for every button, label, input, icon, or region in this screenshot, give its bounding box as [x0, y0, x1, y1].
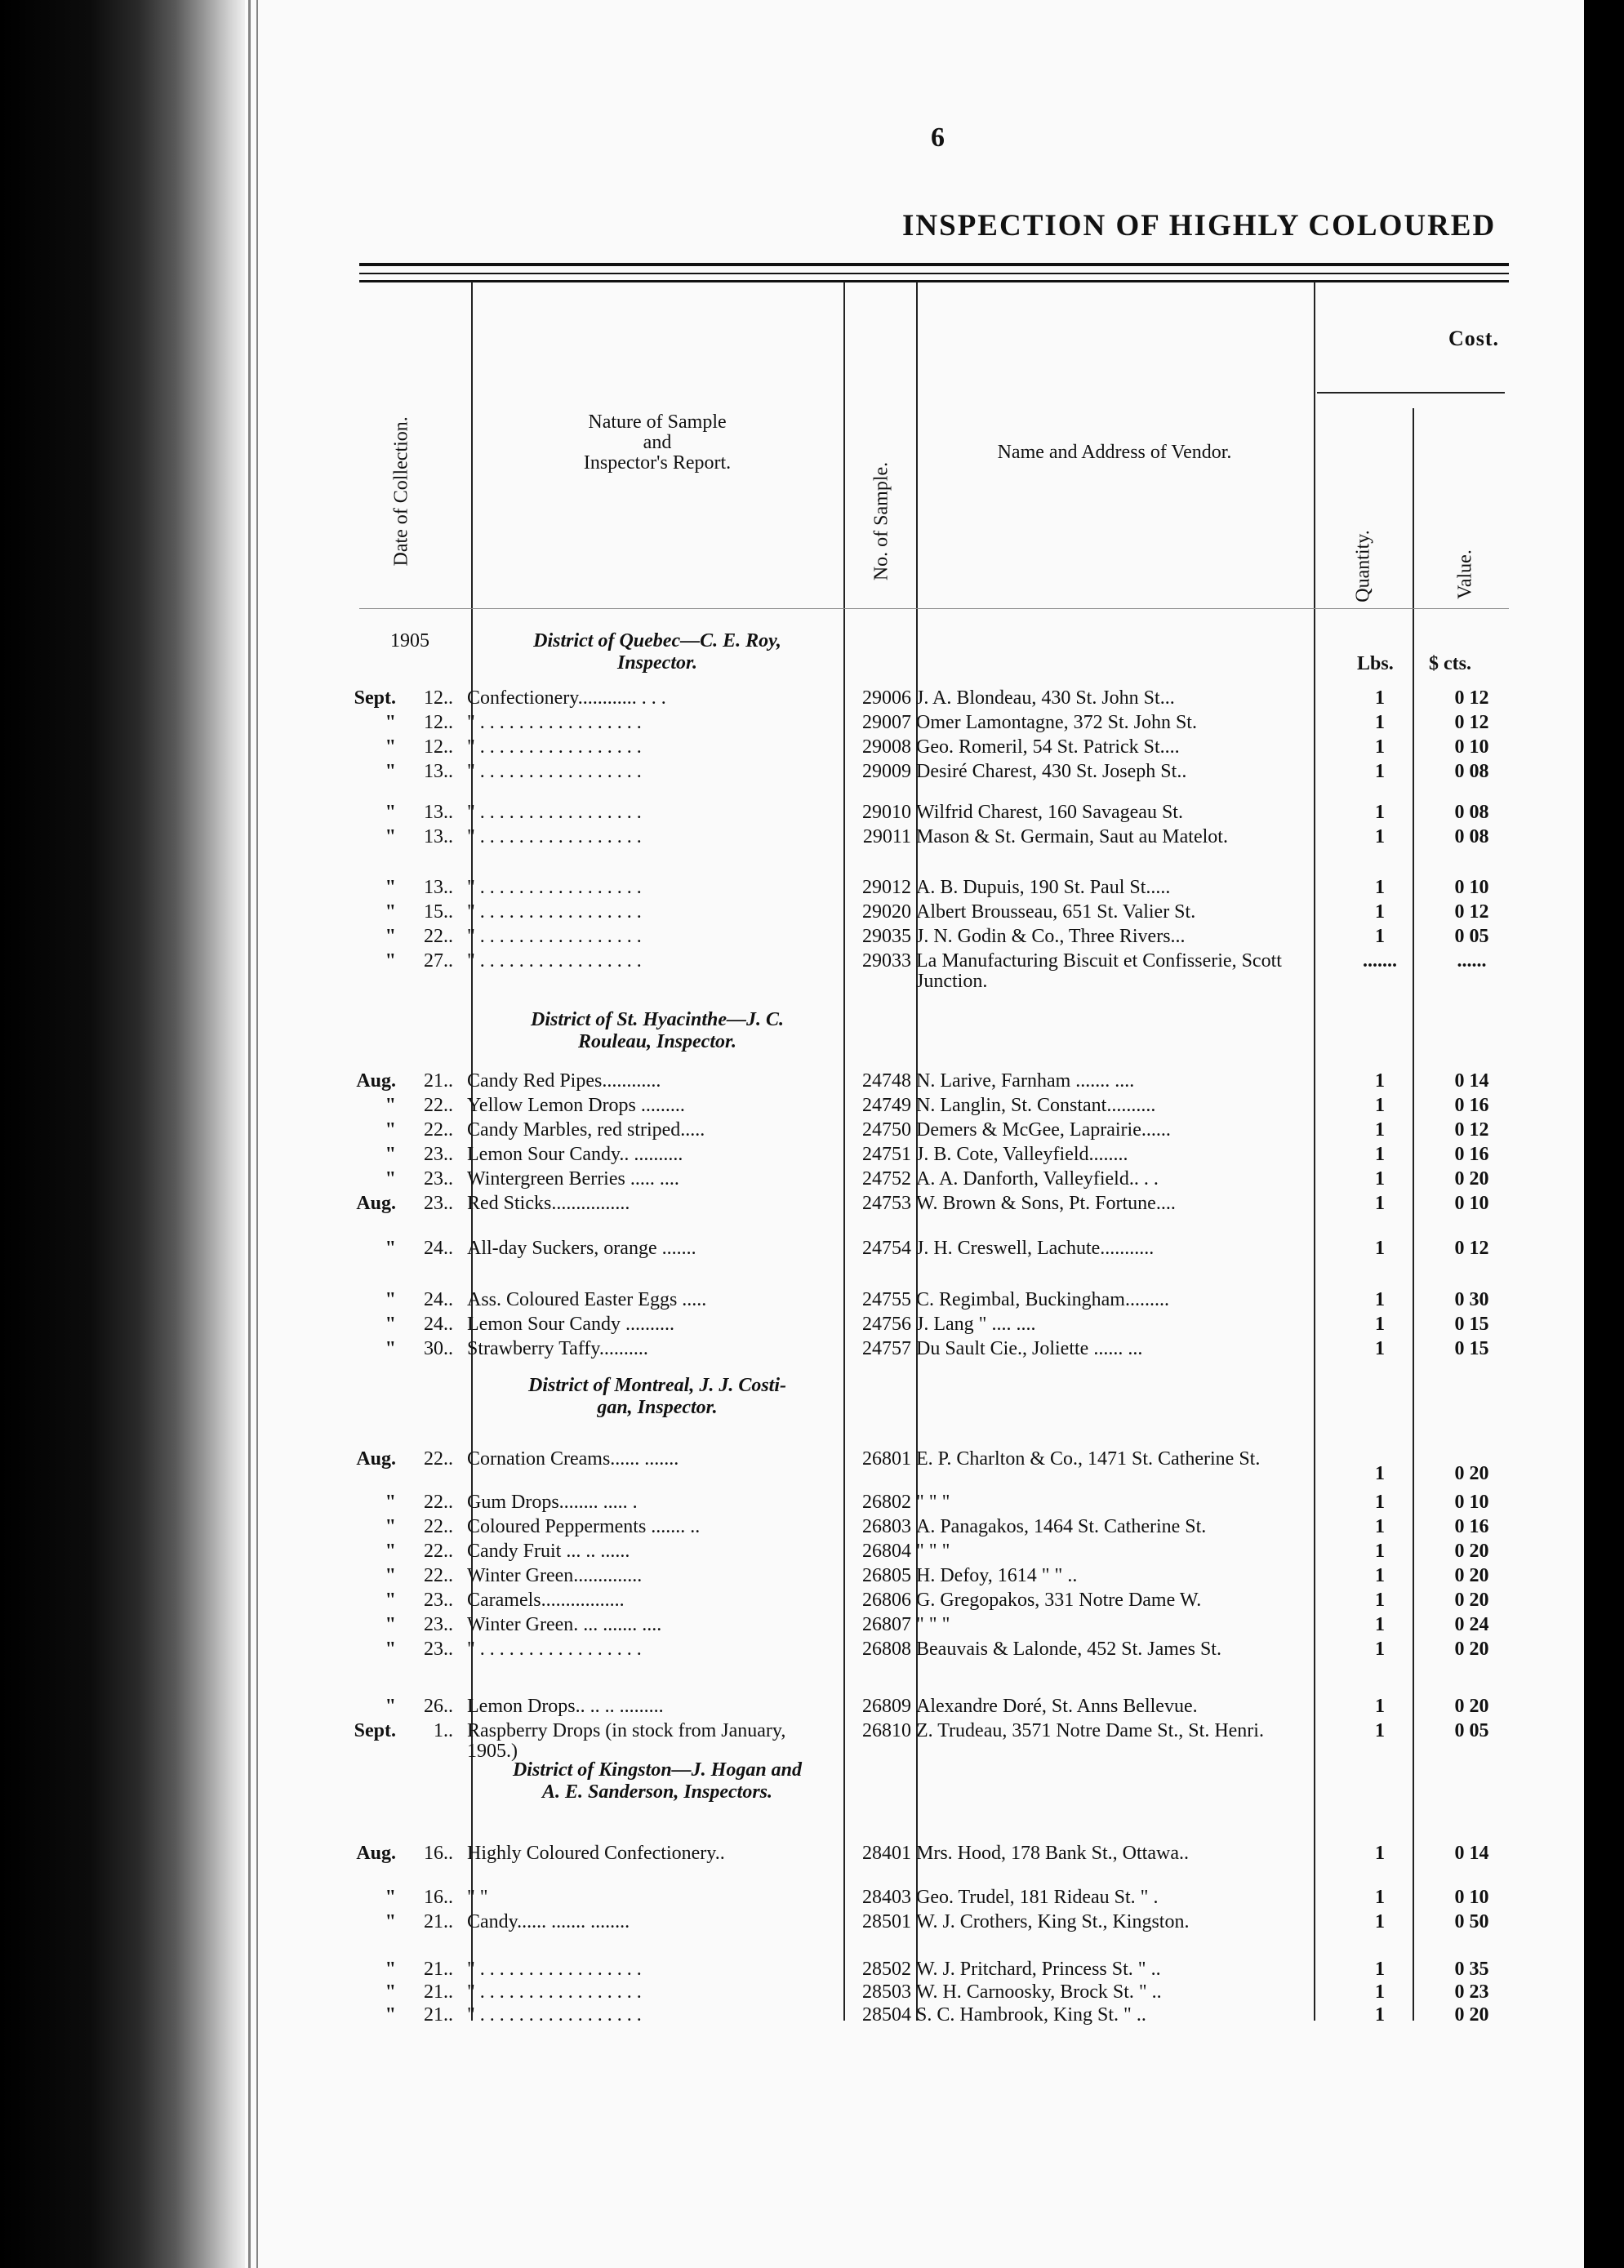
sample-nature: " . . . . . . . . . . . . . . . . .: [467, 1959, 642, 1980]
quantity-value: 1: [1375, 1565, 1385, 1586]
sample-nature: Caramels.................: [467, 1590, 625, 1611]
collection-month: ": [385, 1590, 396, 1611]
collection-month: ": [385, 950, 396, 972]
collection-day: 23..: [424, 1614, 453, 1635]
sample-nature: Raspberry Drops (in stock from January, 1905.): [467, 1721, 786, 1762]
sample-number: 29012: [862, 877, 911, 898]
district-heading: [478, 1009, 837, 1053]
vendor-name-address: " " ": [916, 1541, 950, 1562]
sample-number: 26808: [862, 1639, 911, 1660]
quantity-value: 1: [1375, 1338, 1385, 1359]
collection-month: ": [385, 802, 396, 823]
quantity-value: 1: [1375, 802, 1385, 823]
collection-month: Aug.: [356, 1070, 396, 1092]
cost-value: 0 20: [1454, 1565, 1489, 1586]
header-cost: Cost.: [1448, 327, 1500, 350]
sample-number: 24751: [862, 1144, 911, 1165]
sample-number: 26804: [862, 1541, 911, 1562]
sample-nature: Wintergreen Berries ..... ....: [467, 1169, 679, 1190]
page-title: INSPECTION OF HIGHLY COLOURED: [902, 209, 1497, 242]
quantity-value: 1: [1375, 1193, 1385, 1214]
vendor-name-address: W. H. Carnoosky, Brock St. " ..: [916, 1981, 1162, 2003]
sample-nature: " ": [467, 1888, 488, 1908]
vendor-name-address: Du Sault Cie., Joliette ...... ...: [916, 1338, 1143, 1359]
vendor-name-address: A. B. Dupuis, 190 St. Paul St.....: [916, 877, 1171, 898]
sample-nature: " . . . . . . . . . . . . . . . . .: [467, 902, 642, 923]
quantity-value: 1: [1375, 1492, 1385, 1513]
sample-number: 29006: [862, 687, 911, 709]
page-number: 6: [931, 122, 945, 153]
cost-value: 0 10: [1454, 736, 1489, 758]
sample-nature: Winter Green. ... ....... ....: [467, 1615, 662, 1635]
collection-day: 23..: [424, 1193, 453, 1214]
sample-nature: Winter Green..............: [467, 1566, 643, 1586]
collection-month: ": [385, 1238, 396, 1259]
vendor-name-address: W. J. Crothers, King St., Kingston.: [916, 1911, 1190, 1932]
collection-day: 12..: [424, 687, 453, 709]
sample-nature: Coloured Pepperments ....... ..: [467, 1517, 701, 1537]
cost-value: 0 16: [1454, 1516, 1489, 1537]
quantity-value: 1: [1375, 736, 1385, 758]
cost-value: 0 16: [1454, 1095, 1489, 1116]
quantity-value: 1: [1375, 1696, 1385, 1717]
collection-month: Sept.: [354, 1720, 396, 1741]
sample-nature: Highly Coloured Confectionery..: [467, 1843, 725, 1864]
collection-month: ": [385, 1541, 396, 1562]
vendor-name-address: Wilfrid Charest, 160 Savageau St.: [916, 802, 1183, 823]
district-line: Rouleau, Inspector.: [577, 1031, 737, 1052]
quantity-value: 1: [1375, 2004, 1385, 2026]
cost-value: 0 15: [1454, 1314, 1489, 1335]
collection-month: ": [385, 1289, 396, 1310]
collection-day: 22..: [424, 1095, 453, 1116]
collection-day: 22..: [424, 1565, 453, 1586]
collection-month: ": [385, 712, 396, 733]
quantity-value: 1: [1375, 1843, 1385, 1864]
header-sample-number: No. of Sample.: [870, 461, 892, 581]
collection-day: 13..: [424, 802, 453, 823]
sample-nature: " . . . . . . . . . . . . . . . . .: [467, 951, 642, 972]
collection-month: ": [385, 761, 396, 782]
cost-value: ......: [1457, 950, 1487, 972]
sample-nature: Confectionery............ . . .: [467, 688, 666, 709]
collection-month: ": [385, 1314, 396, 1335]
collection-day: 22..: [424, 1448, 453, 1470]
sample-number: 28403: [862, 1887, 911, 1908]
sample-nature: Candy Fruit ... .. ......: [467, 1541, 630, 1562]
cost-value: 0 08: [1454, 826, 1489, 847]
sample-nature: " . . . . . . . . . . . . . . . . .: [467, 1982, 642, 2003]
header-value: Value.: [1454, 549, 1476, 599]
sample-number: 26803: [862, 1516, 911, 1537]
quantity-value: 1: [1375, 1959, 1385, 1980]
collection-month: ": [385, 1516, 396, 1537]
collection-day: 1..: [434, 1720, 453, 1741]
quantity-value: 1: [1375, 877, 1385, 898]
cost-value: 0 15: [1454, 1338, 1489, 1359]
sample-number: 29020: [862, 901, 911, 923]
sample-number: 29008: [862, 736, 911, 758]
sample-nature: Lemon Sour Candy.. ..........: [467, 1145, 683, 1165]
unit-quantity: Lbs.: [1357, 653, 1394, 674]
cost-value: 0 10: [1454, 1492, 1489, 1513]
sample-number: 26809: [862, 1696, 911, 1717]
quantity-value: 1: [1375, 1911, 1385, 1932]
header-rule: [359, 280, 1509, 282]
district-line: A. E. Sanderson, Inspectors.: [541, 1781, 773, 1803]
collection-month: ": [385, 877, 396, 898]
quantity-value: 1: [1375, 1070, 1385, 1092]
sample-number: 24757: [862, 1338, 911, 1359]
sample-nature: " . . . . . . . . . . . . . . . . .: [467, 827, 642, 847]
vendor-name-address: N. Larive, Farnham ....... ....: [916, 1070, 1135, 1092]
vendor-name-address: " " ": [916, 1492, 950, 1513]
sample-number: 28504: [862, 2004, 911, 2026]
cost-value: 0 10: [1454, 877, 1489, 898]
cost-value: 0 20: [1454, 1168, 1489, 1190]
vendor-name-address: " " ": [916, 1614, 950, 1635]
cost-value: 0 50: [1454, 1911, 1489, 1932]
district-line: District of Montreal, J. J. Costi-: [527, 1375, 787, 1396]
quantity-value: 1: [1375, 1887, 1385, 1908]
header-rule: [359, 273, 1509, 274]
vendor-name-address: La Manufacturing Biscuit et Confisserie, Scott Junction.: [916, 950, 1282, 992]
quantity-value: 1: [1375, 761, 1385, 782]
sample-number: 28503: [862, 1981, 911, 2003]
collection-day: 23..: [424, 1168, 453, 1190]
vendor-name-address: Z. Trudeau, 3571 Notre Dame St., St. Henri.: [916, 1720, 1264, 1741]
vendor-name-address: C. Regimbal, Buckingham.........: [916, 1289, 1169, 1310]
header-bottom-rule: [359, 608, 1509, 609]
cost-value: 0 05: [1454, 926, 1489, 947]
vendor-name-address: A. Panagakos, 1464 St. Catherine St.: [916, 1516, 1207, 1537]
collection-month: ": [385, 1144, 396, 1165]
collection-day: 16..: [424, 1887, 453, 1908]
column-rule: [1314, 282, 1315, 2021]
district-line: gan, Inspector.: [597, 1397, 718, 1418]
header-nature-line: Inspector's Report.: [583, 452, 732, 474]
collection-day: 13..: [424, 877, 453, 898]
sample-number: 24756: [862, 1314, 911, 1335]
quantity-value: 1: [1375, 1516, 1385, 1537]
cost-value: 0 20: [1454, 1696, 1489, 1717]
sample-nature: " . . . . . . . . . . . . . . . . .: [467, 713, 642, 733]
cost-value: 0 20: [1454, 2004, 1489, 2026]
cost-value: 0 30: [1454, 1289, 1489, 1310]
vendor-name-address: Mrs. Hood, 178 Bank St., Ottawa..: [916, 1843, 1189, 1864]
collection-day: 22..: [424, 1541, 453, 1562]
collection-day: 16..: [424, 1843, 453, 1864]
vendor-name-address: Alexandre Doré, St. Anns Bellevue.: [916, 1696, 1198, 1717]
vendor-name-address: Albert Brousseau, 651 St. Valier St.: [916, 901, 1196, 923]
collection-day: 22..: [424, 1516, 453, 1537]
collection-month: ": [385, 736, 396, 758]
sample-number: 28401: [862, 1843, 911, 1864]
unit-value: $ cts.: [1429, 653, 1471, 674]
quantity-value: 1: [1375, 1238, 1385, 1259]
collection-day: 21..: [424, 1911, 453, 1932]
vendor-name-address: Demers & McGee, Laprairie......: [916, 1119, 1171, 1141]
collection-day: 23..: [424, 1144, 453, 1165]
sample-number: 24753: [862, 1193, 911, 1214]
sample-number: 29011: [862, 826, 911, 847]
cost-value: 0 10: [1454, 1887, 1489, 1908]
sample-number: 24749: [862, 1095, 911, 1116]
collection-day: 12..: [424, 712, 453, 733]
cost-value: 0 10: [1454, 1193, 1489, 1214]
collection-day: 21..: [424, 1070, 453, 1092]
district-line: District of Kingston—J. Hogan and: [512, 1759, 803, 1781]
sample-nature: Candy Red Pipes............: [467, 1071, 661, 1092]
sample-nature: Lemon Drops.. .. .. .........: [467, 1697, 664, 1717]
cost-value: 0 20: [1454, 1639, 1489, 1660]
sample-number: 26805: [862, 1565, 911, 1586]
cost-value: 0 12: [1454, 901, 1489, 923]
quantity-value: 1: [1375, 1639, 1385, 1660]
district-line: District of St. Hyacinthe—J. C.: [530, 1009, 784, 1030]
sample-nature: Candy...... ....... ........: [467, 1912, 630, 1932]
collection-day: 26..: [424, 1696, 453, 1717]
quantity-value: 1: [1375, 1314, 1385, 1335]
collection-day: 23..: [424, 1590, 453, 1611]
collection-month: ": [385, 901, 396, 923]
sample-nature: All-day Suckers, orange .......: [467, 1239, 696, 1259]
sample-nature: Gum Drops........ ..... .: [467, 1492, 638, 1513]
collection-month: ": [385, 1887, 396, 1908]
collection-month: ": [385, 1639, 396, 1660]
sample-nature: " . . . . . . . . . . . . . . . . .: [467, 1639, 642, 1660]
vendor-name-address: J. Lang " .... ....: [916, 1314, 1036, 1335]
header-vendor: Name and Address of Vendor.: [997, 442, 1232, 463]
collection-month: ": [385, 826, 396, 847]
collection-month: ": [385, 1565, 396, 1586]
cost-value: 0 24: [1454, 1614, 1489, 1635]
sample-number: 26807: [862, 1614, 911, 1635]
quantity-value: 1: [1375, 1590, 1385, 1611]
cost-value: 0 12: [1454, 1238, 1489, 1259]
vendor-name-address: G. Gregopakos, 331 Notre Dame W.: [916, 1590, 1202, 1611]
cost-value: 0 12: [1454, 687, 1489, 709]
sample-number: 29033: [862, 950, 911, 972]
sample-number: 24752: [862, 1168, 911, 1190]
collection-day: 24..: [424, 1238, 453, 1259]
collection-month: ": [385, 926, 396, 947]
sample-nature: " . . . . . . . . . . . . . . . . .: [467, 878, 642, 898]
quantity-value: 1: [1375, 687, 1385, 709]
sample-nature: " . . . . . . . . . . . . . . . . .: [467, 2005, 642, 2026]
sample-nature: " . . . . . . . . . . . . . . . . .: [467, 927, 642, 947]
collection-month: ": [385, 1959, 396, 1980]
collection-month: ": [385, 1911, 396, 1932]
collection-month: ": [385, 2004, 396, 2026]
vendor-name-address: Omer Lamontagne, 372 St. John St.: [916, 712, 1197, 733]
collection-month: Aug.: [356, 1193, 396, 1214]
sample-number: 29009: [862, 761, 911, 782]
vendor-name-address: Mason & St. Germain, Saut au Matelot.: [916, 826, 1228, 847]
vendor-name-address: J. H. Creswell, Lachute...........: [916, 1238, 1155, 1259]
vendor-name-address: A. A. Danforth, Valleyfield.. . .: [916, 1168, 1159, 1190]
collection-month: ": [385, 1981, 396, 2003]
collection-month: ": [385, 1614, 396, 1635]
sample-nature: Lemon Sour Candy ..........: [467, 1314, 674, 1335]
collection-day: 30..: [424, 1338, 453, 1359]
cost-value: 0 20: [1454, 1463, 1489, 1484]
cost-value: 0 23: [1454, 1981, 1489, 2003]
sample-number: 26810: [862, 1720, 911, 1741]
quantity-value: 1: [1375, 1541, 1385, 1562]
quantity-value: 1: [1375, 1144, 1385, 1165]
sample-number: 24748: [862, 1070, 911, 1092]
vendor-name-address: N. Langlin, St. Constant..........: [916, 1095, 1156, 1116]
district-heading: [478, 1375, 837, 1419]
collection-day: 15..: [424, 901, 453, 923]
vendor-name-address: E. P. Charlton & Co., 1471 St. Catherine St.: [916, 1448, 1261, 1470]
collection-day: 24..: [424, 1289, 453, 1310]
sample-nature: " . . . . . . . . . . . . . . . . .: [467, 737, 642, 758]
cost-value: 0 12: [1454, 1119, 1489, 1141]
cost-value: 0 20: [1454, 1541, 1489, 1562]
collection-month: Aug.: [356, 1843, 396, 1864]
vendor-name-address: W. J. Pritchard, Princess St. " ..: [916, 1959, 1161, 1980]
cost-rule: [1317, 392, 1505, 394]
collection-month: Sept.: [354, 687, 396, 709]
collection-month: ": [385, 1492, 396, 1513]
quantity-value: 1: [1375, 926, 1385, 947]
vendor-name-address: J. N. Godin & Co., Three Rivers...: [916, 926, 1186, 947]
vendor-name-address: H. Defoy, 1614 " " ..: [916, 1565, 1078, 1586]
vendor-name-address: J. A. Blondeau, 430 St. John St...: [916, 687, 1175, 709]
header-date-of-collection: Date of Collection.: [390, 416, 412, 567]
collection-month: ": [385, 1168, 396, 1190]
sample-number: 26801: [862, 1448, 911, 1470]
quantity-value: 1: [1375, 1168, 1385, 1190]
quantity-value: .......: [1363, 950, 1397, 972]
collection-month: ": [385, 1119, 396, 1141]
sample-nature: Strawberry Taffy..........: [467, 1339, 648, 1359]
collection-day: 13..: [424, 761, 453, 782]
sample-nature: " . . . . . . . . . . . . . . . . .: [467, 762, 642, 782]
cost-value: 0 05: [1454, 1720, 1489, 1741]
sample-nature: Cornation Creams...... .......: [467, 1449, 679, 1470]
cost-value: 0 14: [1454, 1070, 1489, 1092]
quantity-value: 1: [1375, 1119, 1385, 1141]
district-heading: [478, 630, 837, 674]
sample-number: 26802: [862, 1492, 911, 1513]
cost-value: 0 12: [1454, 712, 1489, 733]
quantity-value: 1: [1375, 1614, 1385, 1635]
cost-value: 0 08: [1454, 802, 1489, 823]
sample-number: 24754: [862, 1238, 911, 1259]
collection-day: 21..: [424, 1959, 453, 1980]
collection-day: 21..: [424, 2004, 453, 2026]
sample-number: 24755: [862, 1289, 911, 1310]
collection-month: ": [385, 1095, 396, 1116]
cost-value: 0 35: [1454, 1959, 1489, 1980]
sample-number: 29007: [862, 712, 911, 733]
quantity-value: 1: [1375, 826, 1385, 847]
quantity-value: 1: [1375, 712, 1385, 733]
quantity-value: 1: [1375, 1095, 1385, 1116]
sample-nature: Candy Marbles, red striped.....: [467, 1120, 705, 1141]
book-gutter: [0, 0, 245, 2268]
district-line: District of Quebec—C. E. Roy,: [533, 630, 781, 651]
collection-day: 22..: [424, 926, 453, 947]
vendor-name-address: Beauvais & Lalonde, 452 St. James St.: [916, 1639, 1221, 1660]
sample-nature: Ass. Coloured Easter Eggs .....: [467, 1290, 707, 1310]
column-rule: [1413, 408, 1414, 2021]
header-rule: [359, 263, 1509, 266]
district-heading: [478, 1759, 837, 1803]
quantity-value: 1: [1375, 1981, 1385, 2003]
quantity-value: 1: [1375, 1289, 1385, 1310]
sample-number: 24750: [862, 1119, 911, 1141]
collection-month: Aug.: [356, 1448, 396, 1470]
sample-number: 28502: [862, 1959, 911, 1980]
quantity-value: 1: [1375, 1720, 1385, 1741]
header-nature-line: Nature of Sample: [588, 411, 727, 433]
header-quantity: Quantity.: [1352, 530, 1374, 603]
vendor-name-address: W. Brown & Sons, Pt. Fortune....: [916, 1193, 1176, 1214]
collection-day: 12..: [424, 736, 453, 758]
collection-month: ": [385, 1696, 396, 1717]
sample-nature: Yellow Lemon Drops .........: [467, 1096, 685, 1116]
sample-number: 29035: [862, 926, 911, 947]
vendor-name-address: S. C. Hambrook, King St. " ..: [916, 2004, 1146, 2026]
vendor-name-address: Desiré Charest, 430 St. Joseph St..: [916, 761, 1187, 782]
quantity-value: 1: [1375, 901, 1385, 923]
collection-day: 22..: [424, 1492, 453, 1513]
quantity-value: 1: [1375, 1463, 1385, 1484]
collection-day: 24..: [424, 1314, 453, 1335]
document-page: [245, 0, 1584, 2268]
collection-day: 23..: [424, 1639, 453, 1660]
header-nature: [474, 412, 841, 474]
cost-value: 0 08: [1454, 761, 1489, 782]
collection-month: ": [385, 1338, 396, 1359]
vendor-name-address: J. B. Cote, Valleyfield........: [916, 1144, 1128, 1165]
sample-number: 26806: [862, 1590, 911, 1611]
sample-number: 28501: [862, 1911, 911, 1932]
page-edge: [248, 0, 251, 2268]
sample-nature: Red Sticks................: [467, 1194, 630, 1214]
collection-day: 22..: [424, 1119, 453, 1141]
sample-number: 29010: [862, 802, 911, 823]
page-edge: [256, 0, 258, 2268]
collection-day: 21..: [424, 1981, 453, 2003]
cost-value: 0 14: [1454, 1843, 1489, 1864]
vendor-name-address: Geo. Trudel, 181 Rideau St. " .: [916, 1887, 1159, 1908]
district-line: Inspector.: [616, 652, 697, 674]
year-label: 1905: [390, 630, 429, 651]
cost-value: 0 20: [1454, 1590, 1489, 1611]
header-nature-line: and: [643, 432, 672, 453]
collection-day: 27..: [424, 950, 453, 972]
cost-value: 0 16: [1454, 1144, 1489, 1165]
vendor-name-address: Geo. Romeril, 54 St. Patrick St....: [916, 736, 1180, 758]
sample-nature: " . . . . . . . . . . . . . . . . .: [467, 803, 642, 823]
collection-day: 13..: [424, 826, 453, 847]
